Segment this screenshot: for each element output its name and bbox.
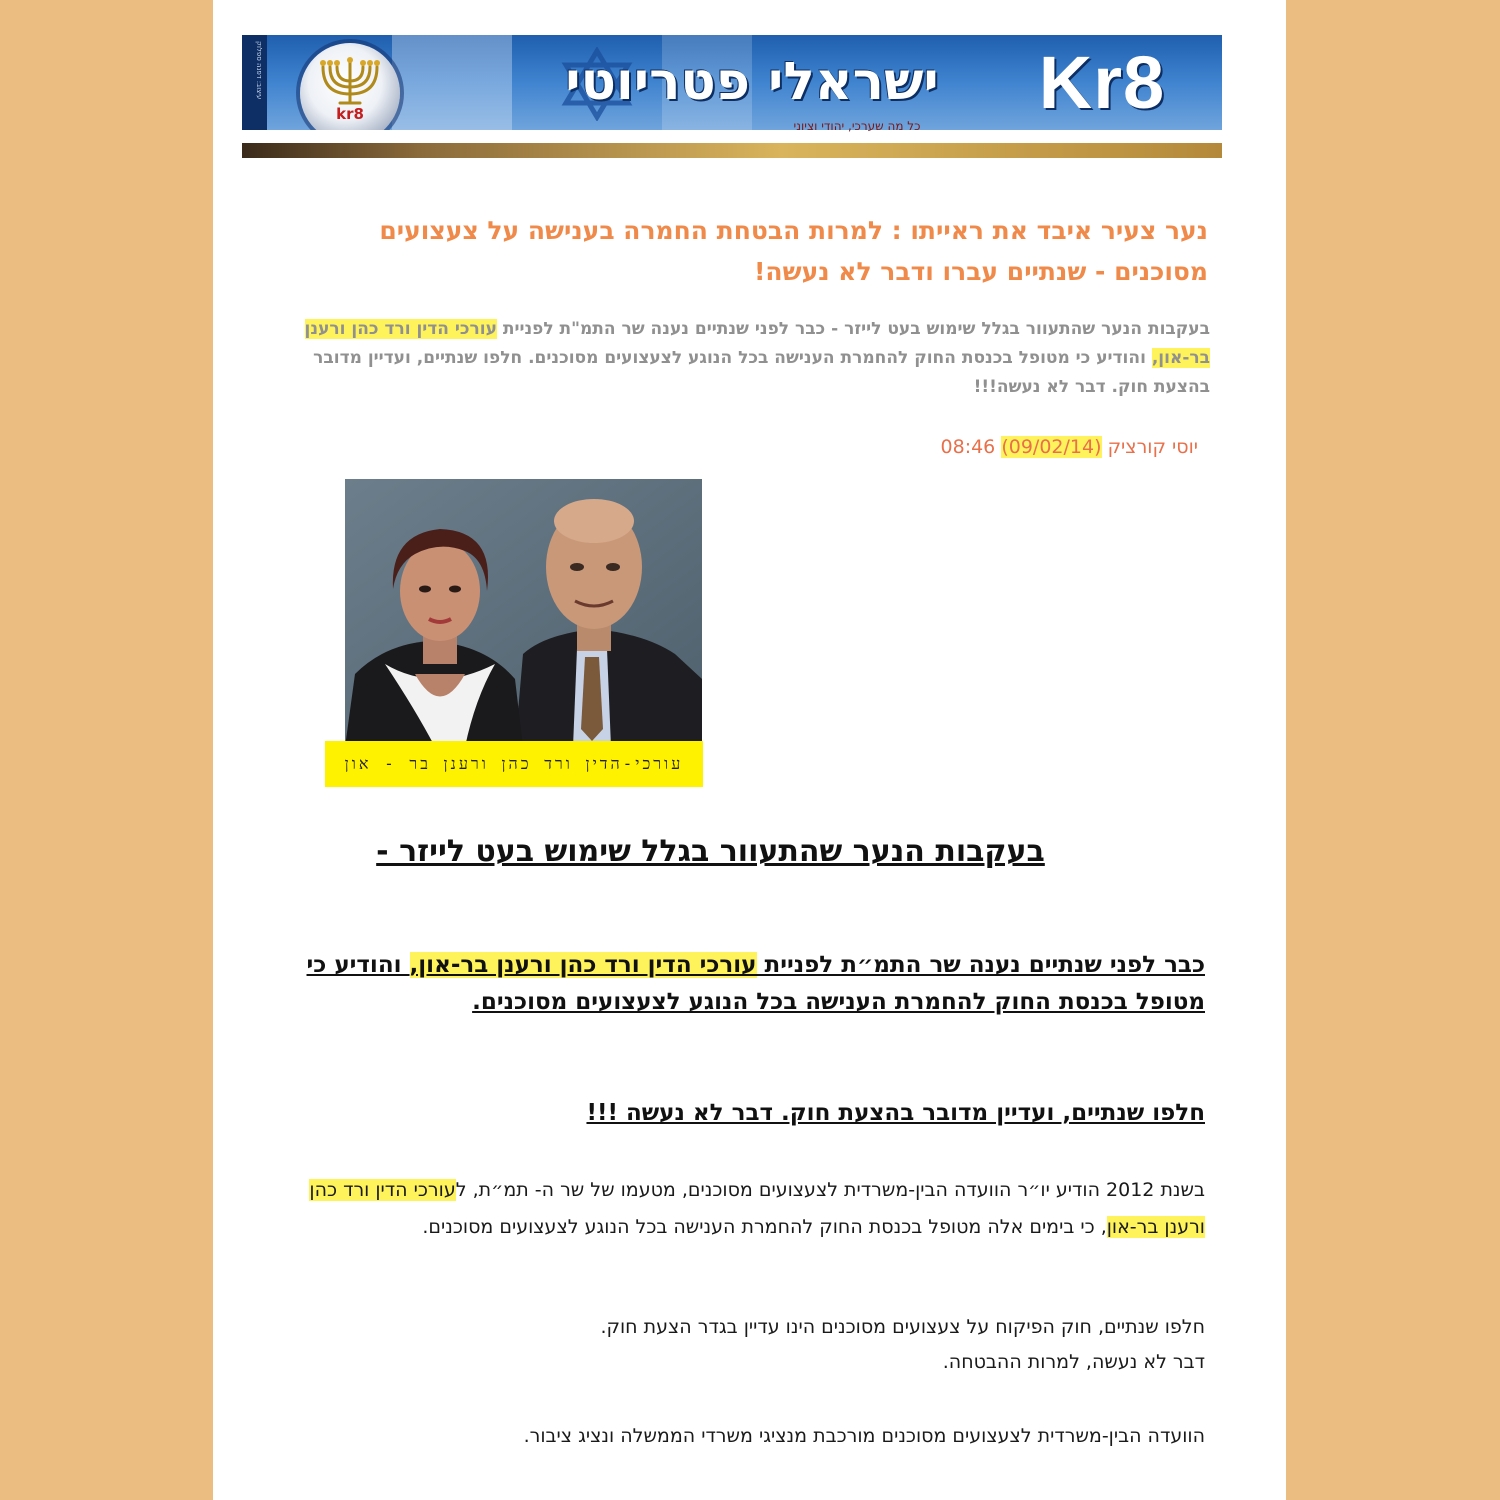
- paragraph-line: דבר לא נעשה, למרות ההבטחה.: [942, 1351, 1205, 1373]
- article-headline: נער צעיר איבד את ראייתו : למרות הבטחת החמרה בענישה על צעצועים מסוכנים - שנתיים עברו ודבר לא נעשה!: [379, 216, 1208, 286]
- bold-paragraph-text: והודיע כי מטופל בכנסת החוק להחמרת הענישה בכל הנוגע לצעצועים מסוכנים.: [306, 952, 1205, 1015]
- article-lead: [298, 315, 1210, 402]
- flag-background: [392, 35, 512, 130]
- paragraph-highlight: עורכי הדין ורד כהן ורענן בר-און: [309, 1179, 1205, 1238]
- designer-credit: עיצוב: דפנה ספלוק: [255, 41, 263, 100]
- lead-text: והודיע כי מטופל בכנסת החוק להחמרת הענישה בכל הנוגע לצעצועים מסוכנים. חלפו שנתיים, ועדיין מדובר בהצעת חוק. דבר לא נעשה!!!: [313, 348, 1210, 397]
- bold-paragraph-text: כבר לפני שנתיים נענה שר התמ״ת לפניית: [756, 952, 1205, 978]
- byline-date: (09/02/14): [1001, 436, 1102, 458]
- bold-paragraph-2: חלפו שנתיים, ועדיין מדובר בהצעת חוק. דבר לא נעשה !!!: [586, 1100, 1205, 1126]
- article-byline: [813, 432, 1198, 462]
- logo-text: kr8: [336, 105, 364, 123]
- document-page: [213, 0, 1286, 1500]
- kr8-logo: [300, 43, 400, 143]
- body-paragraph-1: [298, 1172, 1205, 1246]
- bold-paragraph: [293, 947, 1205, 1021]
- lead-text: בעקבות הנער שהתעוור בגלל שימוש בעט לייזר - כבר לפני שנתיים נענה שר התמ"ת לפניית: [496, 319, 1210, 339]
- lead-highlight: עורכי הדין ורד כהן ורענן בר-און,: [304, 319, 1210, 368]
- site-slogan: כל מה שערכי, יהודי וציוני: [793, 119, 921, 133]
- site-title: ישראלי פטריוטי: [565, 52, 939, 112]
- menorah-icon: [300, 43, 400, 143]
- paragraph-text: , כי בימים אלה מטופל בכנסת החוק להחמרת הענישה בכל הנוגע לצעצועים מסוכנים.: [422, 1216, 1107, 1238]
- body-paragraph-2: [298, 1310, 1205, 1380]
- photo-caption: עורכי-הדין ורד כהן ורענן בר - און: [325, 741, 703, 787]
- lawyers-photo: [345, 479, 702, 747]
- article-subheading: בעקבות הנער שהתעוור בגלל שימוש בעט לייזר -: [376, 834, 1045, 869]
- site-banner: [242, 35, 1222, 158]
- byline-author: יוסי קורציק: [1107, 436, 1198, 458]
- banner-gold-stripe: [242, 143, 1222, 158]
- side-strip: [242, 35, 267, 145]
- lawyers-photo-image: [345, 479, 702, 747]
- paragraph-line: חלפו שנתיים, חוק הפיקוח על צעצועים מסוכנים הינו עדיין בגדר הצעת חוק.: [600, 1316, 1205, 1338]
- site-brand: Kr8: [1038, 41, 1166, 124]
- paragraph-text: בשנת 2012 הודיע יו״ר הוועדה הבין-משרדית לצעצועים מסוכנים, מטעמו של שר ה- תמ״ת, ל: [455, 1179, 1205, 1201]
- bold-paragraph-highlight: עורכי הדין ורד כהן ורענן בר-און,: [409, 952, 757, 978]
- body-paragraph-3: הוועדה הבין-משרדית לצעצועים מסוכנים מורכבת מנציגי משרדי הממשלה ונציג ציבור.: [523, 1425, 1205, 1447]
- byline-time: 08:46: [940, 436, 996, 458]
